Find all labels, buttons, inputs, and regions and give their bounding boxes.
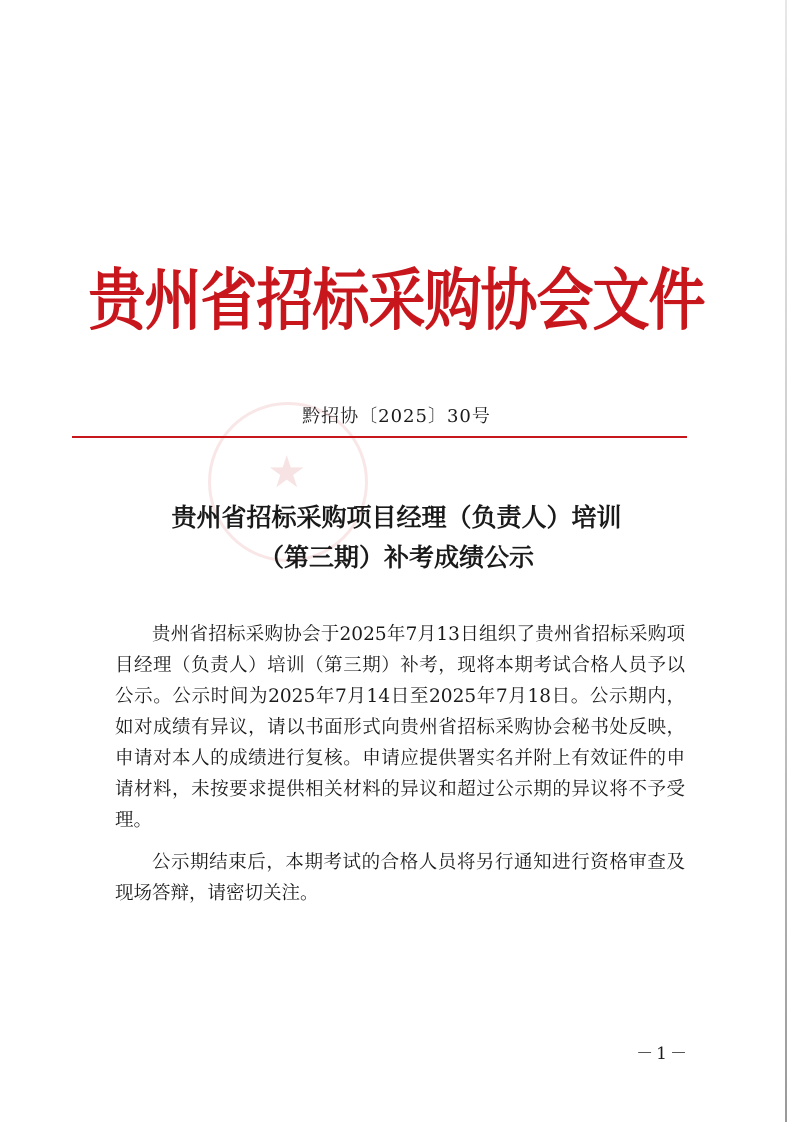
notice-paragraph-1: 贵州省招标采购协会于2025年7月13日组织了贵州省招标采购项目经理（负责人）培训（第三期）补考，现将本期考试合格人员予以公示。公示时间为2025年7月14日至2025年7月18日。公示期内，如对成绩有异议，请以书面形式向贵州省招标采购协会秘书处反映，申请对本人的成绩进行复核。申请应提供署实名并附上有效证件的申请材料，未按要求提供相关材料的异议和超过公示期的异议将不予受理。 <box>115 624 685 831</box>
notice-title-line-2: （第三期）补考成绩公示 <box>258 543 534 572</box>
scan-edge-shadow <box>785 0 787 1122</box>
document-masthead: 贵州省招标采购协会文件 <box>88 262 705 341</box>
page-number: －1－ <box>636 1044 690 1064</box>
notice-title-line-1: 贵州省招标采购项目经理（负责人）培训 <box>171 503 622 532</box>
notice-paragraph-2: 公示期结束后，本期考试的合格人员将另行通知进行资格审查及现场答辩，请密切关注。 <box>115 852 685 904</box>
document-number: 黔招协〔2025〕30号 <box>302 406 491 427</box>
seal-star-icon: ★ <box>267 447 307 498</box>
red-divider-line <box>72 436 687 438</box>
notice-title <box>60 498 733 578</box>
notice-body <box>115 619 685 909</box>
